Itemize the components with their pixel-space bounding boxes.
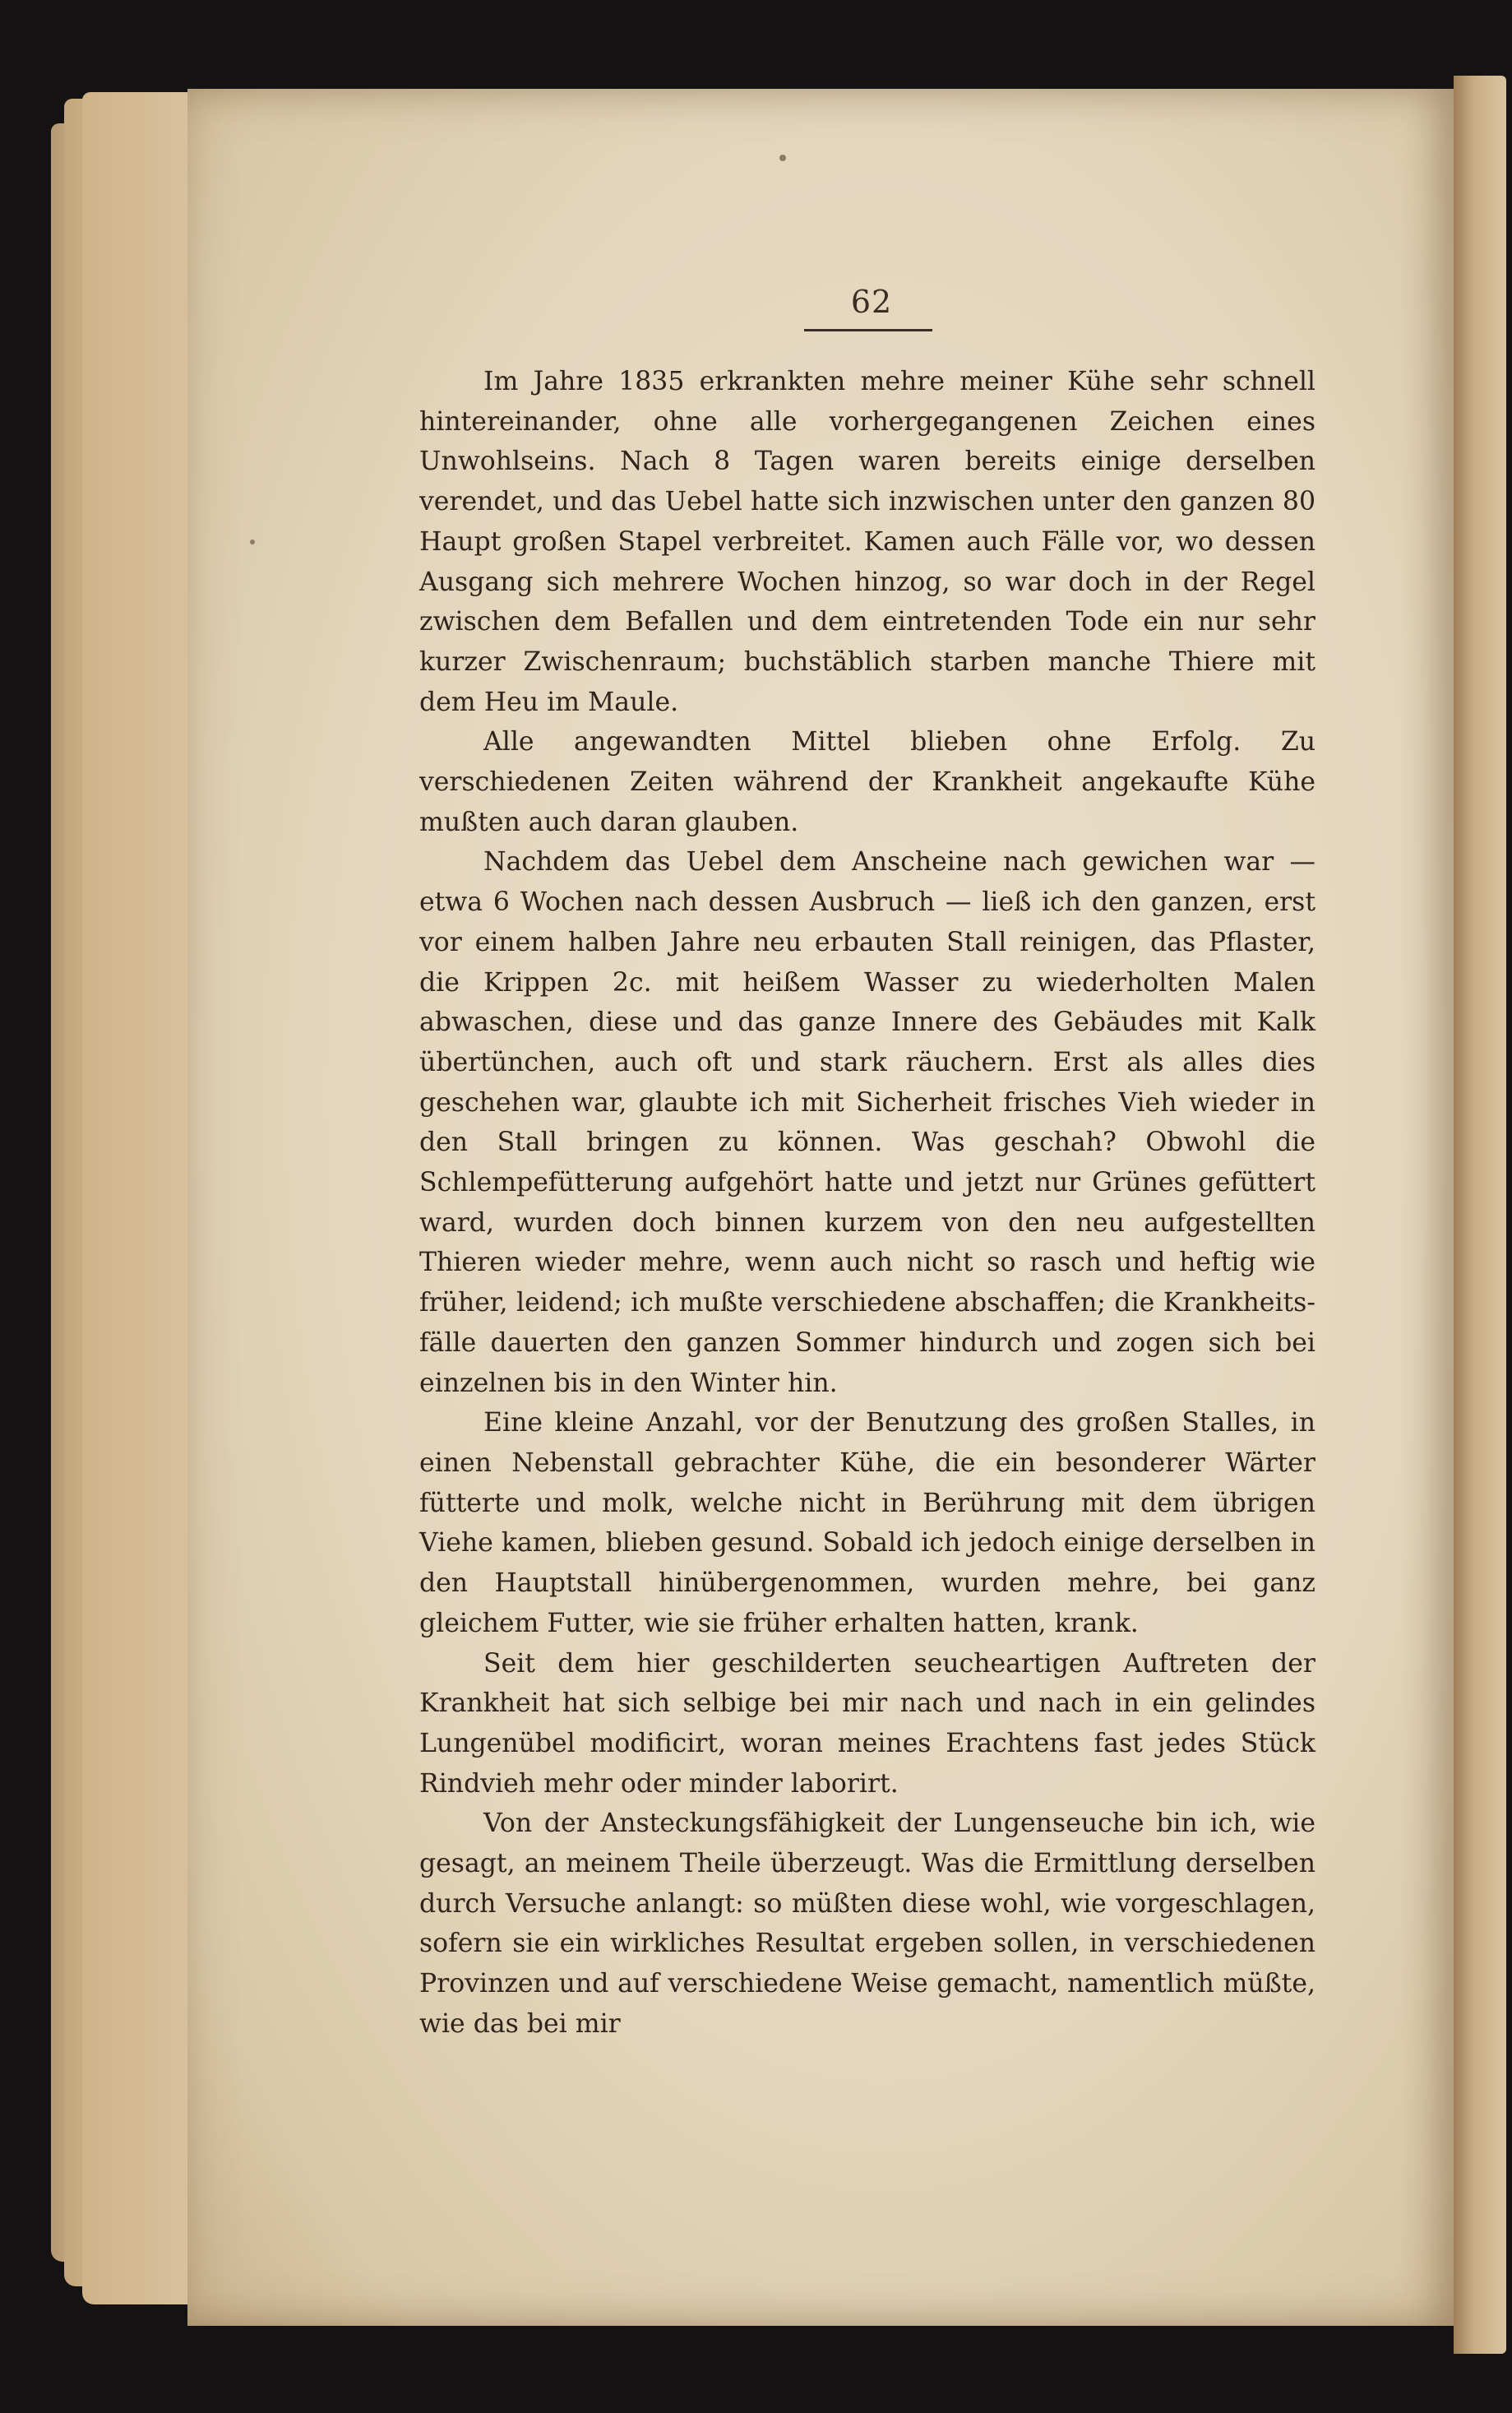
- paragraph: Seit dem hier geschilderten seucheartigen Auftreten der Krankheit hat sich selbige bei mir nach und nach in ein gelindes Lungenübel modificirt, woran meines Erachtens fast jedes Stück Rindvieh mehr oder minder laborirt.: [419, 1648, 1315, 1799]
- paragraph: Im Jahre 1835 erkrankten mehre meiner Kühe sehr schnell hintereinander, ohne alle vorhergegangenen Zeichen eines Unwohlseins. Nach 8 Tagen waren bereits einige derselben verendet, und das Uebel hatte sich inzwischen unter den ganzen 80 Haupt großen Stapel verbreitet. Kamen auch Fälle vor, wo dessen Ausgang sich mehrere Wochen hinzog, so war doch in der Regel zwischen dem Befallen und dem eintretenden Tode ein nur sehr kurzer Zwischenraum; buchstäblich starben manche Thiere mit dem Heu im Maule.: [419, 367, 1315, 717]
- facing-page-edge: [1454, 76, 1506, 2354]
- paragraph: Von der Ansteckungsfähigkeit der Lungenseuche bin ich, wie gesagt, an meinem Theile überzeugt. Was die Ermittlung derselben durch Versuche anlangt: so müßten diese wohl, wie vorgeschlagen, sofern sie ein wirkliches Resultat ergeben sollen, in verschiedenen Provinzen und auf verschiedene Weise gemacht, namentlich müßte, wie das bei mir: [419, 1809, 1315, 2039]
- paper-speck: [250, 540, 255, 544]
- paragraph: Alle angewandten Mittel blieben ohne Erfolg. Zu verschiedenen Zeiten während der Krankheit angekaufte Kühe mußten auch daran glauben.: [419, 727, 1315, 837]
- page-number: 62: [850, 284, 893, 320]
- paragraph: Nachdem das Uebel dem Anscheine nach gewichen war — etwa 6 Wochen nach dessen Ausbruch — ließ ich den ganzen, erst vor einem halben Jahre neu erbauten Stall reinigen, das Pflaster, die Krippen 2c. mit heißem Wasser zu wiederholten Malen abwaschen, diese und das ganze Innere des Gebäudes mit Kalk übertünchen, auch oft und stark räuchern. Erst als alles dies geschehen war, glaubte ich mit Sicherheit frisches Vieh wieder in den Stall bringen zu können. Was geschah? Obwohl die Schlempefütterung aufgehört hatte und jetzt nur Grünes gefüttert ward, wurden doch binnen kurzem von den neu aufgestellten Thieren wieder mehre, wenn auch nicht so rasch und heftig wie früher, leidend; ich mußte verschiedene abschaffen; die Krankheitsfälle dauerten den ganzen Sommer hindurch und zogen sich bei einzelnen bis in den Winter hin.: [419, 847, 1315, 1398]
- body-text: [419, 362, 1315, 2045]
- page-number-rule: [804, 329, 932, 331]
- paragraph: Eine kleine Anzahl, vor der Benutzung des großen Stalles, in einen Nebenstall gebrachter Kühe, die ein besonderer Wärter fütterte und molk, welche nicht in Berührung mit dem übrigen Viehe kamen, blieben gesund. Sobald ich jedoch einige derselben in den Hauptstall hinübergenommen, wurden mehre, bei ganz gleichem Futter, wie sie früher erhalten hatten, krank.: [419, 1408, 1315, 1638]
- paper-speck: [779, 155, 786, 161]
